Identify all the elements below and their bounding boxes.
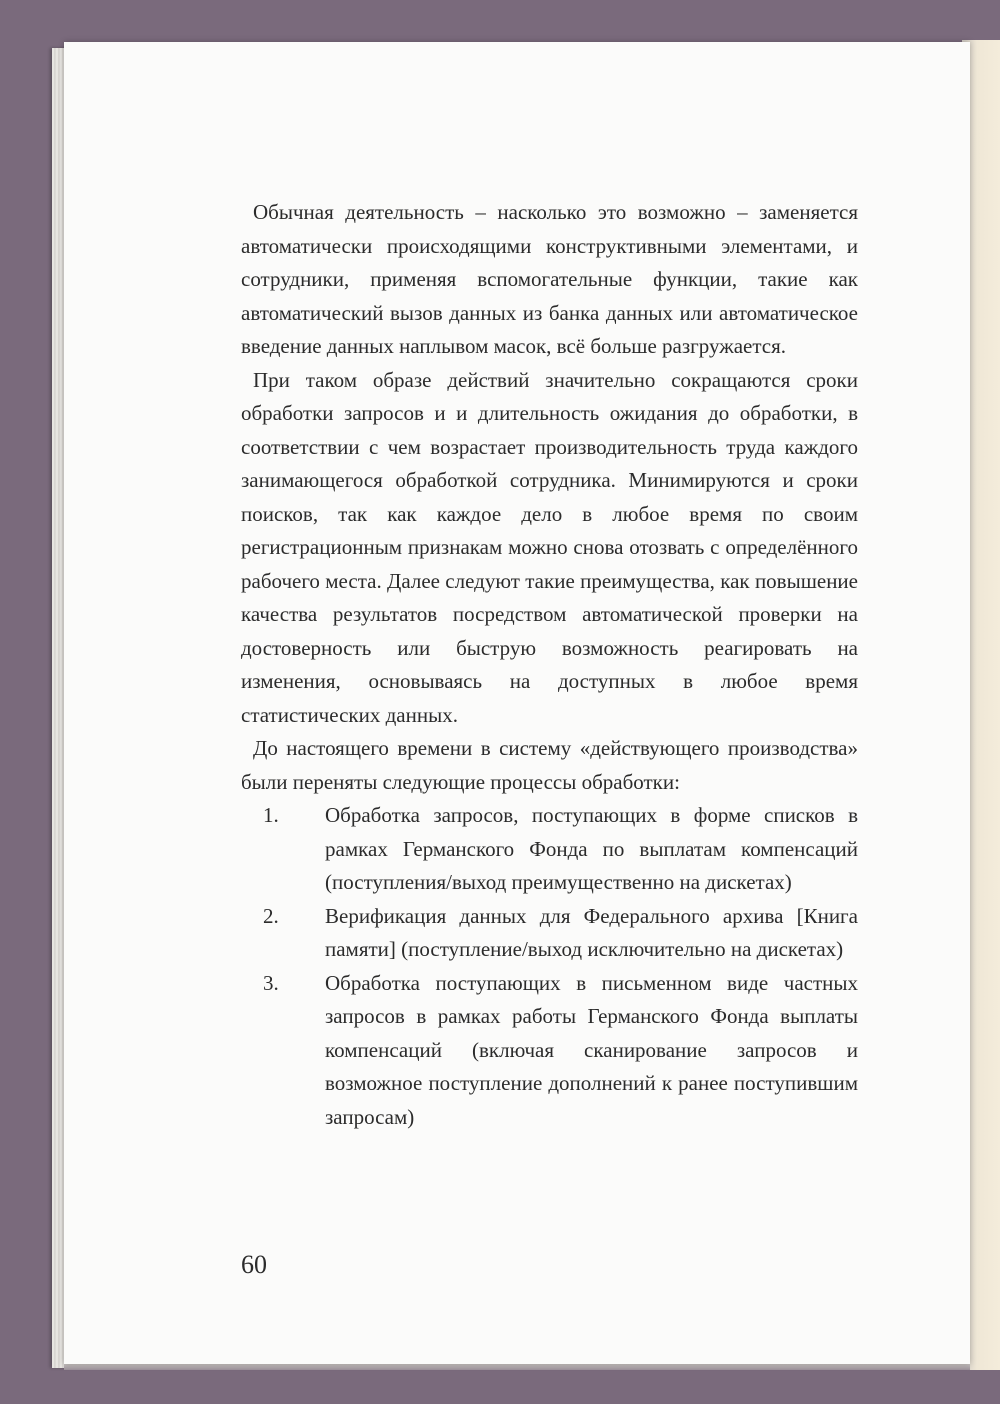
page-number: 60 [241,1250,267,1279]
list-item-text: Обработка запросов, поступающих в форме списков в рамках Германского Фонда по выплатам компенсаций (поступления/выход преимущественно на дискетах) [325,803,858,894]
paragraph-2: При таком образе действий значительно сокращаются сроки обработки запросов и и длительность ожидания до обработки, в соответствии с чем возрастает производительность труда каждого занимающегося обработкой сотрудника. Минимируются и сроки поисков, так как каждое дело в любое время по своим регистрационным признакам можно снова отозвать с определённого рабочего места. Далее следуют такие преимущества, как повышение качества результатов посредством автоматической проверки на достоверность или быструю возможность реагировать на изменения, основываясь на доступных в любое время статистических данных. [241,367,858,727]
list-item-text: Обработка поступающих в письменном виде частных запросов в рамках работы Германского Фонда выплаты компенсаций (включая сканирование запросов и возможное поступление дополнений к ранее поступившим запросам) [325,970,858,1129]
process-list [241,799,858,1134]
list-item-text: Верификация данных для Федерального архива [Книга памяти] (поступление/выход исключительно на дискетах) [325,903,858,961]
list-item-number: 3. [263,970,279,995]
list-item-number: 1. [263,803,279,827]
list-item [241,900,858,967]
list-item-number: 2. [263,903,279,928]
paragraph-3: До настоящего времени в систему «действующего производства» были переняты следующие процессы обработки: [241,736,858,794]
list-item [241,967,858,1135]
page-text [241,196,858,1134]
paragraph-1: Обычная деятельность – насколько это возможно – заменяется автоматически происходящими конструктивными элементами, и сотрудники, применяя вспомогательные функции, такие как автоматический вызов данных из банка данных или автоматическое введение данных наплывом масок, всё больше разгружается. [241,200,858,358]
list-item [241,799,858,900]
